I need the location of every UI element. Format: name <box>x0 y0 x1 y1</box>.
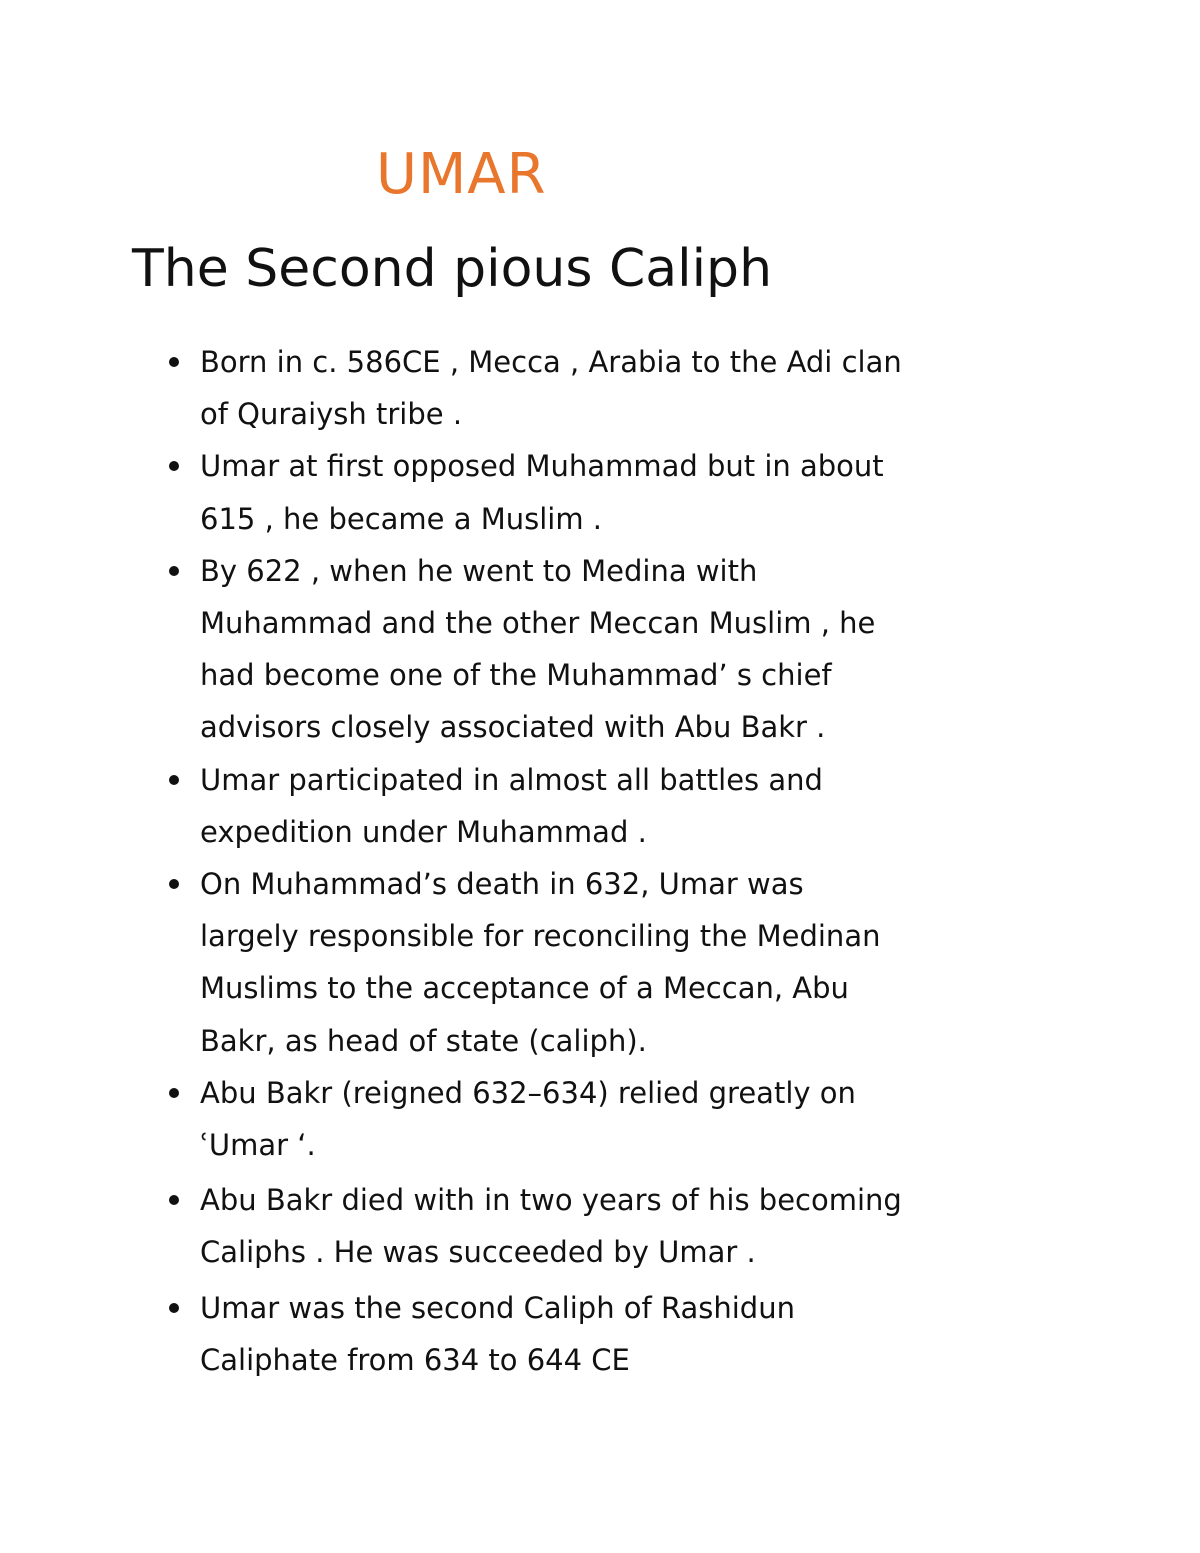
bullet-list <box>164 336 964 1386</box>
bullet-text: Born in c. 586CE , Mecca , Arabia to the Adi clan of Quraiysh tribe . <box>200 345 902 432</box>
bullet-dot-icon <box>169 566 179 576</box>
bullet-dot-icon <box>169 357 179 367</box>
bullet-item-succession <box>164 1174 964 1278</box>
bullet-item-abu-bakr-reign <box>164 1067 964 1171</box>
bullet-text: Umar was the second Caliph of Rashidun Caliphate from 634 to 644 CE <box>200 1290 795 1377</box>
bullet-dot-icon <box>169 461 179 471</box>
bullet-text: By 622 , when he went to Medina with Muhammad and the other Meccan Muslim , he had become one of the Muhammad’ s chief advisors closely associated with Abu Bakr . <box>200 553 876 745</box>
bullet-text: Umar at first opposed Muhammad but in about 615 , he became a Muslim . <box>200 449 884 536</box>
bullet-text: On Muhammad’s death in 632, Umar was largely responsible for reconciling the Medinan Muslims to the acceptance of a Meccan, Abu Bakr, as head of state (caliph). <box>200 867 881 1058</box>
bullet-item-second-caliph <box>164 1282 964 1386</box>
bullet-item-battles <box>164 754 964 858</box>
bullet-text: Umar participated in almost all battles and expedition under Muhammad . <box>200 762 823 849</box>
bullet-item-birth <box>164 336 964 440</box>
bullet-item-medina <box>164 545 964 754</box>
bullet-dot-icon <box>169 1303 179 1313</box>
bullet-text: Abu Bakr died with in two years of his becoming Caliphs . He was succeeded by Umar . <box>200 1183 902 1270</box>
bullet-dot-icon <box>169 1088 179 1098</box>
bullet-dot-icon <box>169 775 179 785</box>
bullet-dot-icon <box>169 879 179 889</box>
bullet-item-conversion <box>164 440 964 544</box>
page-subtitle: The Second pious Caliph <box>132 239 773 299</box>
bullet-text: Abu Bakr (reigned 632–634) relied greatly on ʿUmar ‘. <box>200 1075 856 1163</box>
page-title: UMAR <box>376 142 547 207</box>
bullet-item-death-of-muhammad <box>164 858 964 1067</box>
bullet-dot-icon <box>169 1195 179 1205</box>
